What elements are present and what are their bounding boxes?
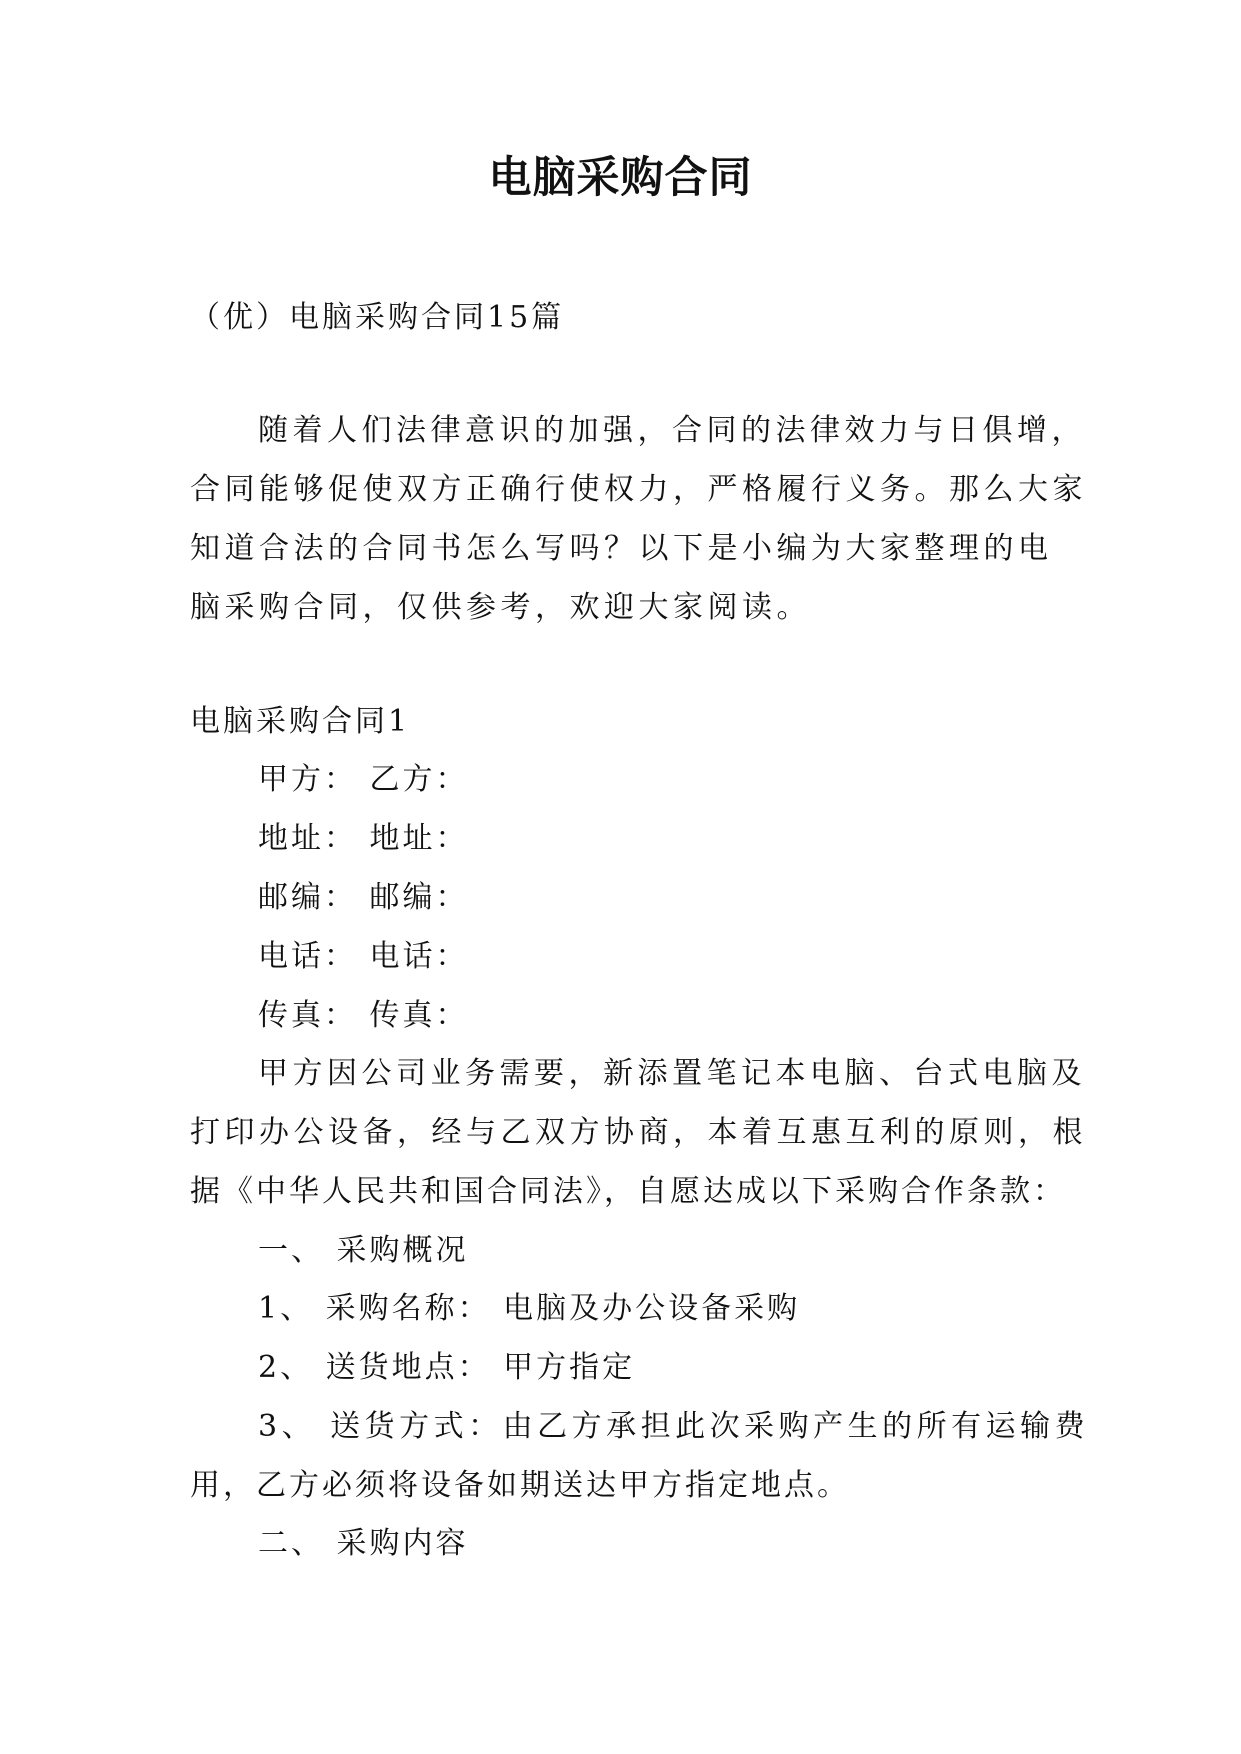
clause-line-1: 一、 采购概况	[258, 1233, 469, 1268]
party-line-name: 甲方： 乙方：	[258, 762, 469, 797]
party-line-phone: 电话： 电话：	[258, 939, 469, 974]
body-line-1: 甲方因公司业务需要，新添置笔记本电脑、台式电脑及	[258, 1056, 1086, 1091]
section-heading: 电脑采购合同1	[190, 704, 411, 739]
intro-line-4: 脑采购合同，仅供参考，欢迎大家阅读。	[190, 590, 811, 625]
clause-line-5: 用，乙方必须将设备如期送达甲方指定地点。	[190, 1468, 850, 1503]
party-line-fax: 传真： 传真：	[258, 998, 469, 1033]
clause-line-3: 2、 送货地点： 甲方指定	[258, 1350, 636, 1385]
document-subtitle: （优）电脑采购合同15篇	[190, 300, 565, 335]
party-line-postcode: 邮编： 邮编：	[258, 880, 469, 915]
clause-line-6: 二、 采购内容	[258, 1526, 469, 1561]
body-line-3: 据《中华人民共和国合同法》，自愿达成以下采购合作条款：	[190, 1174, 1066, 1209]
party-line-address: 地址： 地址：	[258, 821, 469, 856]
document-title: 电脑采购合同	[488, 153, 753, 203]
intro-line-2: 合同能够促使双方正确行使权力，严格履行义务。那么大家	[190, 472, 1087, 507]
body-line-2: 打印办公设备，经与乙双方协商，本着互惠互利的原则，根	[190, 1115, 1087, 1150]
intro-line-1: 随着人们法律意识的加强，合同的法律效力与日俱增，	[258, 413, 1086, 448]
clause-line-2: 1、 采购名称： 电脑及办公设备采购	[258, 1291, 801, 1326]
clause-line-4: 3、 送货方式：由乙方承担此次采购产生的所有运输费	[258, 1409, 1090, 1444]
intro-line-3: 知道合法的合同书怎么写吗？以下是小编为大家整理的电	[190, 531, 1053, 566]
